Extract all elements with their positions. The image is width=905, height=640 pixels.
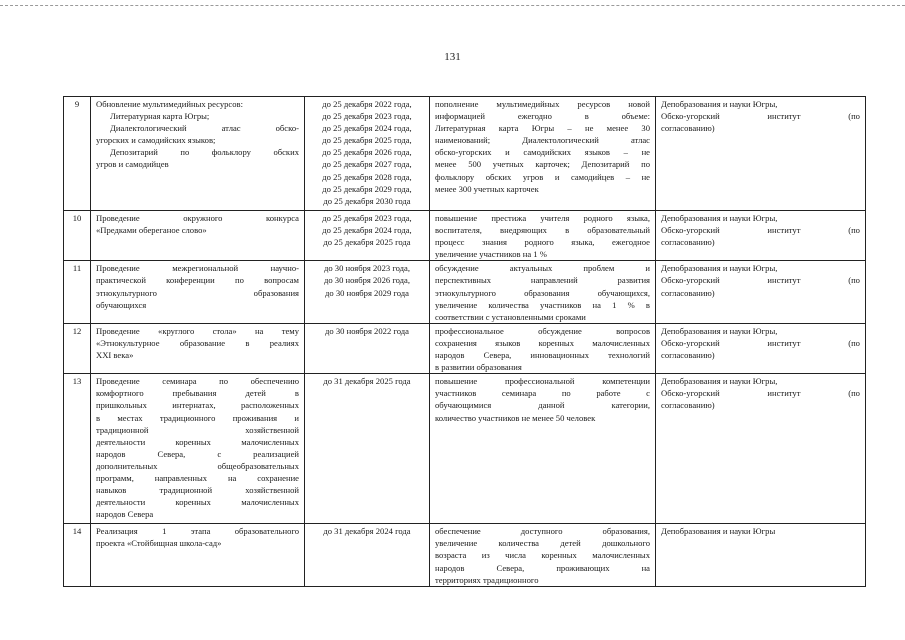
executor-line [661, 274, 860, 286]
executor-cell [656, 97, 866, 211]
deadline-line: до 25 декабря 2023 года, [322, 111, 412, 122]
event-text-line: в местах традиционного проживания и [96, 412, 299, 423]
event-text-line: навыков традиционной хозяйственной [96, 485, 299, 496]
result-text-line: сохранения языков коренных малочисленных [435, 337, 650, 348]
deadline-cell [305, 97, 430, 211]
result-text-line: процесс знания родного языка, ежегодное [435, 237, 650, 248]
event-text-line: Проведение «круглого стола» на тему [96, 325, 299, 336]
executor-word: Обско-угорский [661, 225, 720, 236]
event-text-line: пришкольных интернатах, расположенных [96, 400, 299, 411]
row-number: 11 [64, 261, 91, 323]
executor-line: согласованию) [661, 237, 715, 248]
executor-word: (по [848, 111, 860, 122]
deadline-line: до 30 ноября 2026 года, [323, 275, 411, 286]
result-text-line: повышение престижа учителя родного языка, [435, 213, 650, 223]
result-text-line: наименований; Диалектологический атлас [435, 135, 650, 146]
deadline-line: до 30 ноября 2029 года [325, 287, 409, 298]
deadline-line: до 25 декабря 2024 года, [322, 123, 412, 134]
executor-word: Обско-угорский [661, 388, 720, 399]
event-text-line: комфортного пребывания детей в [96, 388, 299, 399]
deadline-line: до 30 ноября 2023 года, [323, 263, 411, 274]
table-row [64, 323, 866, 373]
event-cell [91, 211, 305, 261]
result-text-line: повышение профессиональной компетенции [435, 376, 650, 387]
event-text-line: Проведение окружного конкурса [96, 213, 299, 223]
executor-word: институт [767, 337, 801, 348]
table-row [64, 374, 866, 524]
result-text-line: территориях традиционного [435, 574, 539, 585]
result-cell [430, 524, 656, 586]
result-text-line: участников семинара по работе с [435, 388, 650, 399]
deadline-line: до 25 декабря 2027 года, [322, 159, 412, 170]
row-number: 9 [64, 97, 91, 211]
result-text-line: народов Севера, проживающих на [435, 562, 650, 573]
executor-word: (по [848, 225, 860, 236]
result-text-line: в развитии образования [435, 362, 522, 373]
result-text-line: перспективных направлений развития [435, 275, 650, 286]
event-cell [91, 97, 305, 211]
deadline-line: до 25 декабря 2024 года, [322, 225, 412, 236]
result-text-line: менее 300 учетных карточек [435, 183, 539, 194]
event-text-line: Диалектологический атлас обско- [110, 123, 299, 134]
executor-line [661, 337, 860, 349]
deadline-line: до 25 декабря 2025 года [323, 237, 411, 248]
result-text-line: увеличение количества участников на 1 % в [435, 299, 650, 310]
executor-line: Депобразования и науки Югры, [661, 263, 778, 274]
scan-edge-line [0, 5, 905, 6]
result-cell [430, 374, 656, 524]
result-text-line: пополнение мультимедийных ресурсов новой [435, 99, 650, 109]
result-text-line: обучающимися данной категории, [435, 400, 650, 411]
executor-word: Обско-угорский [661, 275, 720, 286]
executor-word: (по [848, 337, 860, 348]
executor-word: Обско-угорский [661, 337, 720, 348]
row-number: 10 [64, 211, 91, 261]
executor-cell [656, 211, 866, 261]
event-cell [91, 323, 305, 373]
result-text-line: воспитателя, внедряющих в образовательный [435, 225, 650, 236]
executor-line: Депобразования и науки Югры, [661, 99, 778, 109]
executor-line: Депобразования и науки Югры, [661, 213, 778, 223]
event-cell [91, 374, 305, 524]
event-text-line: Обновление мультимедийных ресурсов: [96, 99, 243, 109]
table-row [64, 211, 866, 261]
table-row [64, 524, 866, 586]
executor-word: (по [848, 275, 860, 286]
event-text-line: дополнительных общеобразовательных [96, 460, 299, 471]
event-text-line: деятельности коренных малочисленных [96, 436, 299, 447]
measures-table [63, 96, 866, 587]
table-row [64, 261, 866, 323]
event-text-line: практической конференции по вопросам [96, 275, 299, 286]
result-cell [430, 97, 656, 211]
event-text-line: этнокультурного образования [96, 287, 299, 298]
result-text-line: обеспечение доступного образования, [435, 526, 650, 537]
result-text-line: этнокультурного образования обучающихся, [435, 287, 650, 298]
deadline-line: до 31 декабря 2024 года [323, 526, 411, 537]
executor-line: согласованию) [661, 350, 715, 361]
deadline-line: до 25 декабря 2023 года, [322, 213, 412, 223]
deadline-line: до 25 декабря 2029 года, [322, 183, 412, 194]
event-text-line: угорских и самодийских языков; [96, 135, 216, 146]
result-text-line: Литературная карта Югры – не менее 30 [435, 123, 650, 134]
result-text-line: фольклору обских угров и самодийцев – не [435, 171, 650, 182]
result-text-line: информацией ежегодно в объеме: [435, 111, 650, 122]
event-text-line: Депозитарий по фольклору обских [110, 147, 299, 158]
event-text-line: Проведение межрегиональной научно- [96, 263, 299, 274]
executor-line: Депобразования и науки Югры [661, 526, 776, 537]
result-text-line: профессиональное обсуждение вопросов [435, 325, 650, 336]
executor-word: институт [767, 225, 801, 236]
result-text-line: народов Севера, инновационных технологий [435, 350, 650, 361]
executor-line [661, 387, 860, 399]
result-cell [430, 261, 656, 323]
event-text-line: угров и самодийцев [96, 159, 169, 170]
result-text-line: соответствии с установленными сроками [435, 311, 586, 322]
event-text-line: Реализация 1 этапа образовательного [96, 526, 299, 537]
result-cell [430, 323, 656, 373]
executor-cell [656, 323, 866, 373]
event-cell [91, 524, 305, 586]
executor-line: Депобразования и науки Югры, [661, 376, 778, 387]
executor-line [661, 110, 860, 122]
result-text-line: обсуждение актуальных проблем и [435, 263, 650, 274]
page-number: 131 [444, 51, 461, 63]
result-text-line: увеличение участников на 1 % [435, 249, 547, 260]
executor-cell [656, 374, 866, 524]
row-number: 13 [64, 374, 91, 524]
deadline-cell [305, 323, 430, 373]
event-text-line: проекта «Стойбищная школа-сад» [96, 538, 222, 549]
deadline-line: до 25 декабря 2028 года, [322, 171, 412, 182]
executor-line: согласованию) [661, 287, 715, 298]
deadline-cell [305, 211, 430, 261]
event-text-line: обучающихся [96, 299, 147, 310]
deadline-line: до 25 декабря 2030 года [323, 195, 411, 206]
event-text-line: деятельности коренных малочисленных [96, 497, 299, 508]
deadline-line: до 25 декабря 2025 года, [322, 135, 412, 146]
event-text-line: Проведение семинара по обеспечению [96, 376, 299, 387]
result-cell [430, 211, 656, 261]
executor-word: институт [767, 111, 801, 122]
event-text-line: Литературная карта Югры; [110, 111, 210, 122]
event-text-line: народов Севера [96, 509, 154, 520]
result-text-line: возраста из числа коренных малочисленных [435, 550, 650, 561]
event-cell [91, 261, 305, 323]
event-text-line: XXI века» [96, 350, 134, 361]
deadline-line: до 31 декабря 2025 года [323, 376, 411, 387]
executor-word: институт [767, 388, 801, 399]
event-text-line: программ, направленных на сохранение [96, 472, 299, 483]
executor-line: согласованию) [661, 400, 715, 411]
executor-line [661, 224, 860, 236]
executor-line: согласованию) [661, 123, 715, 134]
deadline-cell [305, 261, 430, 323]
result-text-line: количество участников не менее 50 человек [435, 412, 596, 423]
event-text-line: «Этнокультурное образование в реалиях [96, 337, 299, 348]
event-text-line: народов Севера, с реализацией [96, 448, 299, 459]
deadline-cell [305, 374, 430, 524]
executor-word: Обско-угорский [661, 111, 720, 122]
row-number: 12 [64, 323, 91, 373]
deadline-line: до 25 декабря 2026 года, [322, 147, 412, 158]
executor-word: (по [848, 388, 860, 399]
result-text-line: обско-угорских и самодийских языков – не [435, 147, 650, 158]
event-text-line: «Предками обереганое слово» [96, 225, 207, 236]
event-text-line: традиционной хозяйственной [96, 424, 299, 435]
row-number: 14 [64, 524, 91, 586]
executor-line: Депобразования и науки Югры, [661, 325, 778, 336]
deadline-cell [305, 524, 430, 586]
deadline-line: до 25 декабря 2022 года, [322, 99, 412, 109]
deadline-line: до 30 ноября 2022 года [325, 325, 409, 336]
result-text-line: увеличение количества детей дошкольного [435, 538, 650, 549]
executor-word: институт [767, 275, 801, 286]
table-row [64, 97, 866, 211]
executor-cell [656, 524, 866, 586]
executor-cell [656, 261, 866, 323]
result-text-line: менее 500 учетных карточек; Депозитарий по [435, 159, 650, 170]
